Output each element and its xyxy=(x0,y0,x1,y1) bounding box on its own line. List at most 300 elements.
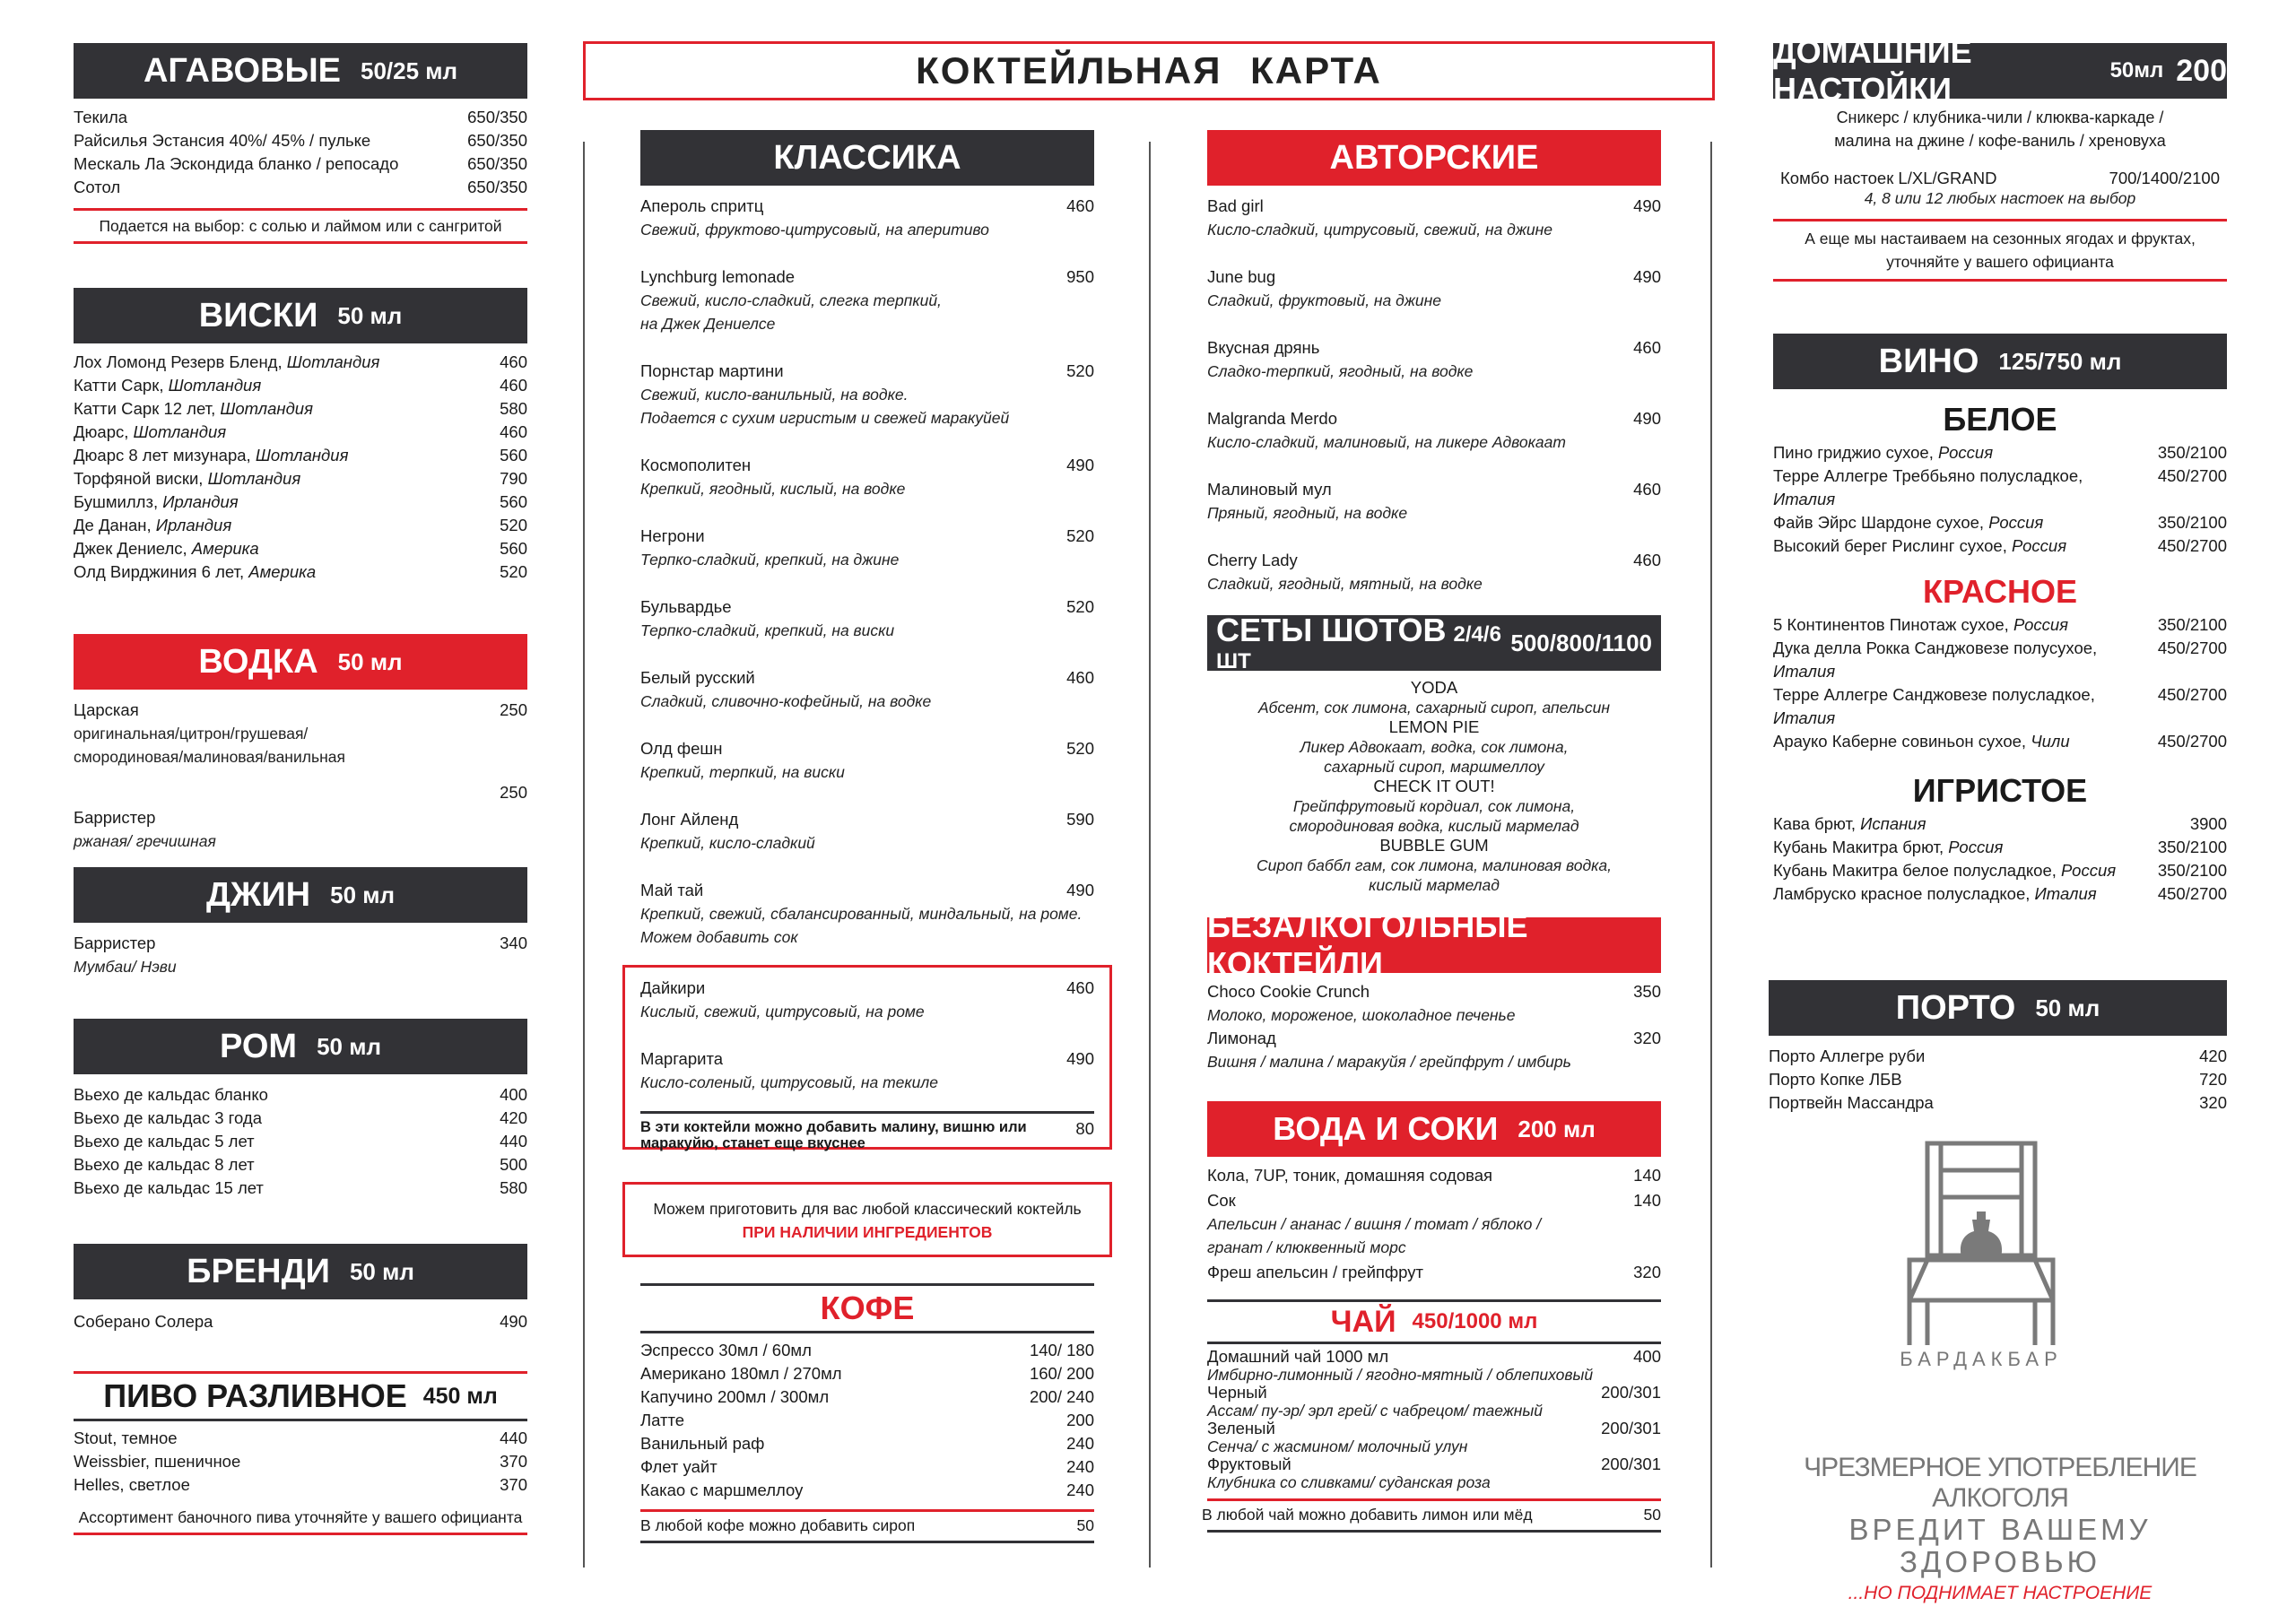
classic-item-row xyxy=(640,737,1094,760)
whisky-item-name: Дюарс 8 лет мизунара, xyxy=(74,446,251,465)
vodka-item xyxy=(74,699,527,722)
wine-red-list xyxy=(1773,613,2227,753)
infusions-combo-desc: 4, 8 или 12 любых настоек на выбор xyxy=(1864,189,2136,207)
rum-header xyxy=(74,1019,527,1074)
author-item-row xyxy=(1207,407,1661,430)
porto-item-label xyxy=(1769,1045,1925,1068)
porto-item-price: 320 xyxy=(2199,1093,2227,1112)
coffee-item xyxy=(640,1409,1094,1432)
author-item xyxy=(1207,478,1661,525)
wine-red-item-label xyxy=(1773,730,2070,753)
porto-item-name: Порто Аллегре руби xyxy=(1769,1046,1926,1065)
classic-item xyxy=(640,454,1094,500)
wine-red-item-label xyxy=(1773,613,2068,637)
agave-item xyxy=(74,176,527,199)
tea-item xyxy=(1207,1348,1661,1384)
shots-item-desc: Грейпфрутовый кордиал, сок лимона, xyxy=(1292,797,1576,815)
wine-sparkling-item-origin: Россия xyxy=(2061,861,2117,880)
whisky-item-name: Бушмиллз, xyxy=(74,492,159,511)
wine-sparkling-item-label xyxy=(1773,812,1926,836)
classic-any-note: Можем приготовить для вас любой классический коктейль xyxy=(653,1200,1082,1218)
brandy-header xyxy=(74,1244,527,1299)
wine-red-item-origin: Италия xyxy=(1773,708,1836,727)
rum-item-label xyxy=(74,1177,264,1200)
rum-item-label xyxy=(74,1130,255,1153)
wine-red-item-label xyxy=(1773,683,2149,730)
beer-item-label xyxy=(74,1450,240,1473)
coffee-item-label xyxy=(640,1409,684,1432)
agave-unit: 50/25 мл xyxy=(361,56,458,84)
shots-list xyxy=(1207,678,1661,895)
coffee-title: КОФЕ xyxy=(820,1290,915,1326)
whisky-item-label xyxy=(74,491,239,514)
tea-item-row xyxy=(1207,1420,1661,1437)
rum-item-name: Вьехо де кальдас 3 года xyxy=(74,1108,262,1127)
nonalc-item-name: Choco Cookie Crunch xyxy=(1207,982,1370,1001)
shots-price: 500/800/1100 xyxy=(1510,629,1652,656)
wine-sparkling-item-price: 350/2100 xyxy=(2157,838,2227,856)
tea-divider-bottom xyxy=(1207,1530,1661,1533)
classic-item-desc: Терпко-сладкий, крепкий, на джине xyxy=(640,551,900,569)
wine-sparkling-item-price: 350/2100 xyxy=(2157,861,2227,880)
whisky-item xyxy=(74,374,527,397)
classic-item-name: Олд фешн xyxy=(640,739,723,758)
whisky-item-label xyxy=(74,560,316,584)
coffee-item-label xyxy=(640,1479,803,1502)
whisky-item-name: Дюарс, xyxy=(74,422,129,441)
porto-list xyxy=(1769,1045,2227,1115)
wine-sparkling-item xyxy=(1773,859,2227,882)
classic-item-desc: на Джек Дениелсе xyxy=(640,315,776,333)
brandy-item xyxy=(74,1310,527,1333)
whisky-unit: 50 мл xyxy=(337,301,403,329)
classic-item-desc: Подается с сухим игристым и свежей маракуйей xyxy=(640,409,1010,427)
wine-red-item-price: 450/2700 xyxy=(2157,638,2227,657)
shots-header xyxy=(1207,612,1661,673)
beer-item-label xyxy=(74,1473,190,1497)
beer-item xyxy=(74,1427,527,1450)
classic-item-price: 490 xyxy=(1066,456,1094,474)
porto-unit: 50 мл xyxy=(2035,994,2100,1021)
infusions-flavors-line: Сникерс / клубника-чили / клюква-каркаде / xyxy=(1836,109,2164,126)
section-coffee xyxy=(640,1283,1094,1543)
classic-item-name: Бульвардье xyxy=(640,597,732,616)
agave-note: Подается на выбор: с солью и лаймом или с сангритой xyxy=(99,217,502,235)
nonalc-item-name: Лимонад xyxy=(1207,1029,1276,1047)
section-infusions xyxy=(1773,33,2227,282)
section-wine xyxy=(1773,334,2227,906)
classic-item-price: 520 xyxy=(1066,361,1094,380)
whisky-item-origin: Шотландия xyxy=(133,422,227,441)
coffee-item-name: Капучино 200мл / 300мл xyxy=(640,1387,830,1406)
classic-item-desc: Крепкий, терпкий, на виски xyxy=(640,763,845,781)
boxed-note: В эти коктейли можно добавить малину, вишню или маракуйю, станет еще вкуснее xyxy=(640,1119,1027,1151)
wine-red-item-name: Дука делла Рокка Санджовезе полусухое, xyxy=(1773,638,2098,657)
classic-item-name: Лонг Айленд xyxy=(640,810,739,829)
coffee-item-name: Флет уайт xyxy=(640,1457,718,1476)
tea-item-desc: Клубника со сливками/ суданская роза xyxy=(1207,1473,1491,1491)
wine-white-item xyxy=(1773,465,2227,511)
coffee-item-name: Американо 180мл / 270мл xyxy=(640,1364,842,1383)
whisky-item-origin: Шотландия xyxy=(255,446,349,465)
wine-sparkling-item-origin: Россия xyxy=(1948,838,2004,856)
author-item xyxy=(1207,195,1661,241)
whisky-item-origin: Ирландия xyxy=(155,516,232,534)
page-title-box xyxy=(583,41,1715,100)
wine-white-item-label xyxy=(1773,511,2043,534)
rum-title: РОМ xyxy=(220,1027,298,1065)
beer-item-price: 370 xyxy=(500,1452,527,1471)
tea-item-price: 400 xyxy=(1633,1347,1661,1366)
rum-item-price: 440 xyxy=(500,1132,527,1151)
wine-sparkling-item-name: Кубань Макитра брют, xyxy=(1773,838,1944,856)
classic-item-row xyxy=(640,808,1094,831)
classic-item-name: Май тай xyxy=(640,881,704,899)
classic-item-desc: Можем добавить сок xyxy=(640,928,798,946)
water-item xyxy=(1207,1164,1661,1187)
boxed-item-name: Маргарита xyxy=(640,1049,724,1068)
coffee-note: В любой кофе можно добавить сироп xyxy=(640,1516,916,1534)
coffee-item-label xyxy=(640,1385,829,1409)
whisky-item-label xyxy=(74,397,313,421)
author-item-row xyxy=(1207,336,1661,360)
author-item xyxy=(1207,336,1661,383)
agave-item-name: Райсилья Эстансия 40%/ 45% / пульке xyxy=(74,131,371,150)
rum-item-name: Вьехо де кальдас бланко xyxy=(74,1085,268,1104)
author-item-name: June bug xyxy=(1207,267,1276,286)
tea-item-desc: Имбирно-лимонный / ягодно-мятный / облепиховый xyxy=(1207,1366,1594,1384)
wine-white-item-price: 350/2100 xyxy=(2157,443,2227,462)
brand-warning xyxy=(1762,1453,2238,1609)
classic-item xyxy=(640,595,1094,642)
coffee-list xyxy=(640,1339,1094,1502)
beer-item-price: 440 xyxy=(500,1429,527,1447)
nonalc-item xyxy=(1207,1027,1661,1073)
classic-item-row xyxy=(640,265,1094,289)
vodka-unit: 50 мл xyxy=(337,647,403,675)
coffee-item xyxy=(640,1479,1094,1502)
whisky-item-price: 520 xyxy=(500,516,527,534)
boxed-item-price: 460 xyxy=(1066,978,1094,997)
classic-item-name: Негрони xyxy=(640,526,705,545)
tea-header xyxy=(1207,1302,1661,1342)
wine-title: ВИНО xyxy=(1878,342,1979,380)
water-item-row xyxy=(1207,1261,1661,1284)
rum-item-name: Вьехо де кальдас 15 лет xyxy=(74,1178,264,1197)
tea-title: ЧАЙ xyxy=(1330,1304,1396,1339)
wine-red-item-origin: Чили xyxy=(2031,732,2070,751)
section-vodka xyxy=(74,634,527,853)
tea-item-name: Фруктовый xyxy=(1207,1455,1292,1473)
whisky-item-price: 460 xyxy=(500,352,527,371)
infusions-title: ДОМАШНИЕ НАСТОЙКИ xyxy=(1773,33,1972,108)
author-item-row xyxy=(1207,549,1661,572)
classic-item xyxy=(640,195,1094,241)
section-brandy xyxy=(74,1244,527,1333)
classic-list xyxy=(640,195,1094,949)
tea-item-price: 200/301 xyxy=(1601,1455,1661,1473)
wine-red-item-name: Арауко Каберне совиньон сухое, xyxy=(1773,732,2027,751)
tea-item-desc: Ассам/ пу-эр/ эрл грей/ с чабрецом/ таежный xyxy=(1207,1402,1544,1420)
wine-red-item-price: 450/2700 xyxy=(2157,732,2227,751)
whisky-item xyxy=(74,537,527,560)
rum-item xyxy=(74,1153,527,1177)
wine-sparkling-item xyxy=(1773,882,2227,906)
whisky-item-origin: Шотландия xyxy=(220,399,313,418)
porto-title: ПОРТО xyxy=(1895,988,2016,1027)
classic-item-price: 590 xyxy=(1066,810,1094,829)
classic-item-desc: Свежий, кисло-ванильный, на водке. xyxy=(640,386,909,404)
whisky-item-price: 560 xyxy=(500,539,527,558)
tea-item-name: Зеленый xyxy=(1207,1419,1275,1437)
classic-boxed xyxy=(622,965,1112,1150)
whisky-item-label xyxy=(74,351,379,374)
water-item-row xyxy=(1207,1164,1661,1187)
whisky-item xyxy=(74,397,527,421)
coffee-item-label xyxy=(640,1455,718,1479)
beer-list xyxy=(74,1427,527,1497)
author-item-name: Bad girl xyxy=(1207,196,1264,215)
coffee-item xyxy=(640,1339,1094,1362)
author-item-desc: Сладко-терпкий, ягодный, на водке xyxy=(1207,362,1474,380)
brand-tagline: ...НО ПОДНИМАЕТ НАСТРОЕНИЕ xyxy=(1848,1583,2152,1603)
coffee-item-price: 240 xyxy=(1066,1434,1094,1453)
wine-red-item xyxy=(1773,730,2227,753)
section-nonalc xyxy=(1207,908,1661,1073)
wine-white-item xyxy=(1773,441,2227,465)
author-item-row xyxy=(1207,478,1661,501)
whisky-item-price: 790 xyxy=(500,469,527,488)
whisky-item-origin: Шотландия xyxy=(286,352,380,371)
tea-note-price: 50 xyxy=(1643,1506,1661,1524)
author-item-desc: Сладкий, ягодный, мятный, на водке xyxy=(1207,575,1483,593)
section-water xyxy=(1207,1101,1661,1286)
author-item-desc: Кисло-сладкий, малиновый, на ликере Адвокаат xyxy=(1207,433,1566,451)
wine-white-title: БЕЛОЕ xyxy=(1943,401,2057,438)
agave-list xyxy=(74,106,527,199)
author-item-desc: Сладкий, фруктовый, на джине xyxy=(1207,291,1441,309)
boxed-note-price: 80 xyxy=(1075,1119,1094,1138)
wine-white-item-origin: Россия xyxy=(1937,443,1994,462)
gin-item-price: 340 xyxy=(500,934,527,952)
beer-item-name: Weissbier, пшеничное xyxy=(74,1452,241,1471)
vodka-item-price: 250 xyxy=(500,783,527,802)
beer-item-label xyxy=(74,1427,178,1450)
shots-item-name: BUBBLE GUM xyxy=(1379,836,1489,855)
whisky-item xyxy=(74,560,527,584)
brand-name: БАРДАКБАР xyxy=(1900,1348,2063,1370)
wine-sparkling-item-label xyxy=(1773,882,2097,906)
beer-header xyxy=(74,1374,527,1419)
wine-sparkling-item-price: 3900 xyxy=(2189,814,2227,833)
beer-unit: 450 мл xyxy=(422,1383,498,1409)
coffee-item-price: 240 xyxy=(1066,1457,1094,1476)
shots-item-desc: Абсент, сок лимона, сахарный сироп, апельсин xyxy=(1258,699,1610,716)
vodka-item-desc: ржаная/ гречишная xyxy=(74,832,216,850)
wine-white-item-label xyxy=(1773,441,1993,465)
agave-item-label xyxy=(74,152,398,176)
author-item-desc: Пряный, ягодный, на водке xyxy=(1207,504,1408,522)
boxed-item-row xyxy=(640,1047,1094,1071)
boxed-item-row xyxy=(640,977,1094,1000)
coffee-item-price: 160/ 200 xyxy=(1029,1364,1094,1383)
coffee-item-price: 200 xyxy=(1066,1411,1094,1429)
classic-item-desc: Крепкий, свежий, сбалансированный, миндальный, на роме. xyxy=(640,905,1083,923)
author-item-price: 490 xyxy=(1633,267,1661,286)
whisky-item-origin: Америка xyxy=(248,562,317,581)
wine-sparkling-item-name: Кубань Макитра белое полусладкое, xyxy=(1773,861,2057,880)
classic-item-price: 520 xyxy=(1066,597,1094,616)
shots-item-desc: смородиновая водка, кислый мармелад xyxy=(1289,817,1579,835)
brandy-unit: 50 мл xyxy=(349,1257,414,1285)
classic-item-price: 520 xyxy=(1066,526,1094,545)
porto-item-price: 420 xyxy=(2199,1046,2227,1065)
wine-red-item xyxy=(1773,637,2227,683)
gin-list xyxy=(74,932,527,978)
agave-item-name: Сотол xyxy=(74,178,121,196)
section-rum xyxy=(74,1019,527,1200)
vodka-item-desc: оригинальная/цитрон/грушевая/ смородиновая/малиновая/ванильная xyxy=(74,725,345,766)
tea-unit: 450/1000 мл xyxy=(1412,1309,1538,1333)
classic-item xyxy=(640,525,1094,571)
infusions-combo-price: 700/1400/2100 xyxy=(2109,169,2220,187)
classic-item-name: Порнстар мартини xyxy=(640,361,784,380)
author-item-price: 460 xyxy=(1633,480,1661,499)
classic-item xyxy=(640,879,1094,949)
coffee-item-name: Ванильный раф xyxy=(640,1434,765,1453)
wine-sparkling-item-name: Ламбруско красное полусладкое, xyxy=(1773,884,2031,903)
nonalc-item-price: 320 xyxy=(1633,1029,1661,1047)
coffee-note-price: 50 xyxy=(1076,1516,1094,1534)
author-item-desc: Кисло-сладкий, цитрусовый, свежий, на джине xyxy=(1207,221,1552,239)
wine-red-item-price: 350/2100 xyxy=(2157,615,2227,634)
gin-header xyxy=(74,867,527,923)
wine-sparkling-title: ИГРИСТОЕ xyxy=(1912,772,2088,809)
classic-item-desc: Крепкий, ягодный, кислый, на водке xyxy=(640,480,906,498)
classic-any-note-red: ПРИ НАЛИЧИИ ИНГРЕДИЕНТОВ xyxy=(742,1223,993,1241)
whisky-item-label xyxy=(74,514,231,537)
vodka-item-name: Царская xyxy=(74,700,139,719)
classic-item-price: 950 xyxy=(1066,267,1094,286)
beer-title: ПИВО РАЗЛИВНОЕ xyxy=(103,1377,407,1414)
nonalc-header xyxy=(1207,908,1661,982)
brand-warning-line2: ВРЕДИТ ВАШЕМУ ЗДОРОВЬЮ xyxy=(1848,1513,2152,1578)
vodka-item xyxy=(74,806,527,829)
wine-red-item-price: 450/2700 xyxy=(2157,685,2227,704)
coffee-item-price: 240 xyxy=(1066,1481,1094,1499)
tea-list xyxy=(1207,1348,1661,1491)
classic-title: КЛАССИКА xyxy=(773,138,961,177)
section-beer xyxy=(74,1371,527,1535)
wine-white-item-origin: Россия xyxy=(2011,536,2067,555)
water-item-price: 140 xyxy=(1633,1191,1661,1210)
rum-item-price: 500 xyxy=(500,1155,527,1174)
author-item xyxy=(1207,407,1661,454)
classic-item-row xyxy=(640,595,1094,619)
section-tea xyxy=(1202,1299,1661,1533)
beer-item-name: Helles, светлое xyxy=(74,1475,190,1494)
boxed-divider xyxy=(640,1111,1094,1114)
boxed-item-desc: Кислый, свежий, цитрусовый, на роме xyxy=(640,1003,925,1020)
vodka-item-price-row xyxy=(74,781,527,804)
agave-item-price: 650/350 xyxy=(467,131,527,150)
tea-note-divider xyxy=(1207,1498,1661,1501)
whisky-item xyxy=(74,444,527,467)
wine-white-item-label xyxy=(1773,534,2066,558)
water-item-name: Фреш апельсин / грейпфрут xyxy=(1207,1263,1423,1281)
wine-red-item xyxy=(1773,683,2227,730)
agave-divider-bottom xyxy=(74,241,527,244)
author-title: АВТОРСКИЕ xyxy=(1329,138,1539,177)
water-item xyxy=(1207,1261,1661,1284)
wine-sparkling-item-origin: Италия xyxy=(2034,884,2097,903)
nonalc-title: БЕЗАЛКОГОЛЬНЫЕ КОКТЕЙЛИ xyxy=(1207,908,1528,982)
tea-item-row xyxy=(1207,1455,1661,1473)
rum-item-price: 420 xyxy=(500,1108,527,1127)
classic-item-row xyxy=(640,525,1094,548)
rum-item-price: 580 xyxy=(500,1178,527,1197)
classic-any-box xyxy=(622,1182,1112,1257)
whisky-header xyxy=(74,288,527,343)
whisky-item-name: Олд Вирджиния 6 лет, xyxy=(74,562,245,581)
author-item-row xyxy=(1207,265,1661,289)
coffee-item-label xyxy=(640,1362,842,1385)
brandy-item-price: 490 xyxy=(500,1312,527,1331)
classic-item xyxy=(640,360,1094,430)
boxed-note-row xyxy=(640,1119,1094,1151)
wine-red-item-label xyxy=(1773,637,2149,683)
agave-title: АГАВОВЫЕ xyxy=(143,51,342,90)
agave-item xyxy=(74,152,527,176)
whisky-list xyxy=(74,351,527,584)
author-item-price: 460 xyxy=(1633,551,1661,569)
whisky-item-label xyxy=(74,421,226,444)
wine-red-item-origin: Италия xyxy=(1773,662,1836,681)
wine-white-item-origin: Россия xyxy=(1988,513,2044,532)
tea-item-name: Домашний чай 1000 мл xyxy=(1207,1347,1389,1366)
tea-item-price: 200/301 xyxy=(1601,1383,1661,1402)
agave-item xyxy=(74,129,527,152)
porto-item-name: Порто Копке ЛБВ xyxy=(1769,1070,1902,1089)
boxed-item-name: Дайкири xyxy=(640,978,706,997)
classic-item xyxy=(640,265,1094,335)
water-item-price: 320 xyxy=(1633,1263,1661,1281)
coffee-item-price: 200/ 240 xyxy=(1029,1387,1094,1406)
agave-item-name: Мескаль Ла Эскондида бланко / репосадо xyxy=(74,154,399,173)
whisky-item-price: 560 xyxy=(500,446,527,465)
shots-item-desc: Ликер Адвокаат, водка, сок лимона, xyxy=(1300,738,1569,756)
wine-sparkling-item xyxy=(1773,812,2227,836)
porto-item xyxy=(1769,1068,2227,1091)
brandy-title: БРЕНДИ xyxy=(187,1252,330,1290)
whisky-item xyxy=(74,467,527,491)
rum-item xyxy=(74,1177,527,1200)
agave-item-price: 650/350 xyxy=(467,108,527,126)
author-item-name: Malgranda Merdo xyxy=(1207,409,1337,428)
nonalc-item-row xyxy=(1207,1027,1661,1050)
divider-left xyxy=(583,142,585,1568)
coffee-note-row xyxy=(640,1514,1094,1537)
wine-white-item-name: Пино гриджио сухое, xyxy=(1773,443,1934,462)
shots-item-name: CHECK IT OUT! xyxy=(1373,777,1495,795)
infusions-header xyxy=(1773,33,2227,108)
rum-unit: 50 мл xyxy=(317,1032,381,1060)
page-title: КОКТЕЙЛЬНАЯ КАРТА xyxy=(916,49,1382,91)
wine-white-item-label xyxy=(1773,465,2149,511)
coffee-divider xyxy=(640,1331,1094,1333)
tea-item-row xyxy=(1207,1384,1661,1402)
rum-item-name: Вьехо де кальдас 8 лет xyxy=(74,1155,255,1174)
